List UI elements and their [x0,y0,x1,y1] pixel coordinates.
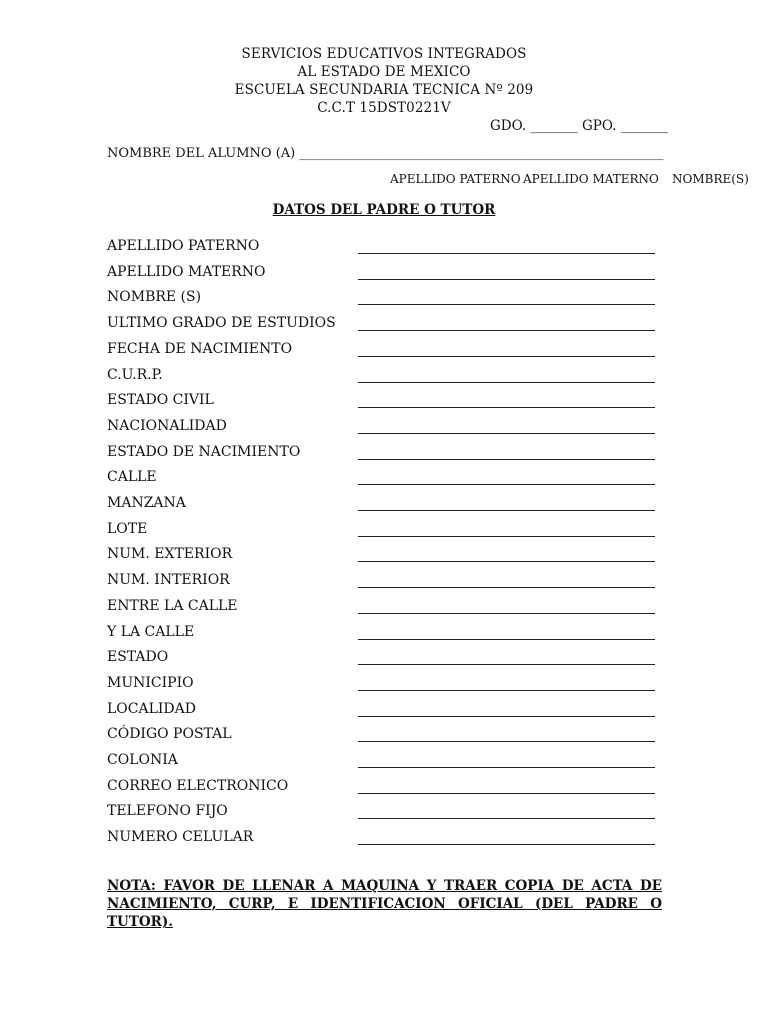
field-row [107,418,667,440]
field-blank-line[interactable] [358,459,655,460]
field-row [107,341,667,363]
student-name-field: NOMBRE DEL ALUMNO (A) ________________________________________________________ [107,146,664,161]
field-label: APELLIDO MATERNO [107,263,266,280]
field-label: CORREO ELECTRONICO [107,777,289,794]
field-blank-line[interactable] [358,279,655,280]
field-label: LOTE [107,520,148,537]
field-row [107,778,667,800]
field-label: CALLE [107,469,157,486]
field-blank-line[interactable] [358,664,655,665]
field-label: Y LA CALLE [107,623,195,640]
field-row [107,289,667,311]
field-label: ESTADO DE NACIMIENTO [107,443,301,460]
field-row [107,803,667,825]
student-sub-nombre: NOMBRE(S) [672,172,749,186]
header-line-1: SERVICIOS EDUCATIVOS INTEGRADOS [241,46,527,62]
field-label: CÓDIGO POSTAL [107,726,232,743]
field-blank-line[interactable] [358,510,655,511]
field-row [107,315,667,337]
field-blank-line[interactable] [358,253,655,254]
field-blank-line[interactable] [358,690,655,691]
field-label: ENTRE LA CALLE [107,597,238,614]
field-label: ESTADO [107,649,169,666]
field-label: APELLIDO PATERNO [107,238,260,254]
field-label: MANZANA [107,495,186,511]
field-blank-line[interactable] [358,330,655,331]
field-row [107,367,667,389]
field-label: NUM. EXTERIOR [107,546,233,563]
field-row [107,649,667,671]
field-row [107,238,667,260]
student-sub-materno: APELLIDO MATERNO [523,172,659,186]
field-blank-line[interactable] [358,304,655,305]
field-row [107,726,667,748]
field-label: TELEFONO FIJO [107,803,228,820]
field-row [107,521,667,543]
field-row [107,752,667,774]
field-blank-line[interactable] [358,613,655,614]
grade-group-field: GDO. _______ GPO. _______ [490,118,668,134]
field-label: NACIONALIDAD [107,417,227,434]
field-row [107,495,667,517]
field-blank-line[interactable] [358,382,655,383]
header-line-2: AL ESTADO DE MEXICO [297,64,471,80]
student-sub-paterno: APELLIDO PATERNO [390,172,521,186]
field-label: ULTIMO GRADO DE ESTUDIOS [107,315,336,332]
field-row [107,598,667,620]
field-row [107,546,667,568]
field-blank-line[interactable] [358,536,655,537]
field-label: NUMERO CELULAR [107,829,254,846]
field-blank-line[interactable] [358,844,655,845]
field-row [107,624,667,646]
field-label: NOMBRE (S) [107,289,202,306]
field-row [107,264,667,286]
field-label: LOCALIDAD [107,700,196,717]
field-blank-line[interactable] [358,484,655,485]
field-blank-line[interactable] [358,407,655,408]
field-label: NUM. INTERIOR [107,572,230,589]
field-row [107,572,667,594]
field-blank-line[interactable] [358,587,655,588]
field-row [107,392,667,414]
field-label: MUNICIPIO [107,674,194,691]
field-blank-line[interactable] [358,356,655,357]
field-blank-line[interactable] [358,433,655,434]
field-blank-line[interactable] [358,818,655,819]
field-row [107,701,667,723]
section-title: DATOS DEL PADRE O TUTOR [272,202,496,218]
field-blank-line[interactable] [358,793,655,794]
field-label: C.U.R.P. [107,366,163,383]
field-label: COLONIA [107,752,178,768]
field-blank-line[interactable] [358,639,655,640]
field-blank-line[interactable] [358,561,655,562]
footer-note: NOTA: FAVOR DE LLENAR A MAQUINA Y TRAER COPIA DE ACTA DE NACIMIENTO, CURP, E IDENTIFICACION OFICIAL (DEL PADRE O TUTOR). [107,878,662,930]
field-row [107,469,667,491]
header-line-3: ESCUELA SECUNDARIA TECNICA Nº 209 [234,82,534,98]
header-line-4: C.C.T 15DST0221V [317,100,451,116]
field-blank-line[interactable] [358,767,655,768]
field-blank-line[interactable] [358,741,655,742]
field-row [107,675,667,697]
field-row [107,444,667,466]
field-label: FECHA DE NACIMIENTO [107,340,293,357]
field-row [107,829,667,851]
field-blank-line[interactable] [358,716,655,717]
field-label: ESTADO CIVIL [107,392,214,409]
